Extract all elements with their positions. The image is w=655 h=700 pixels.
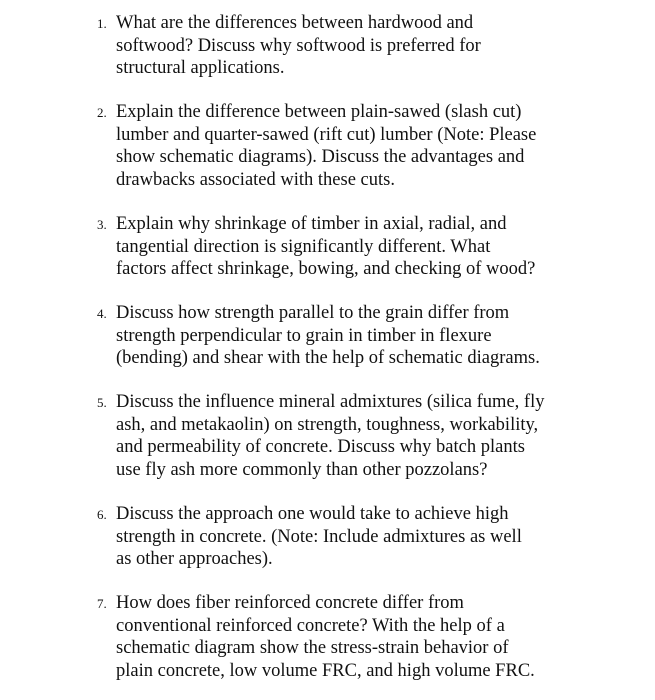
- question-number: 1.: [97, 16, 107, 31]
- question-number: 5.: [97, 395, 107, 411]
- question-line: Discuss the approach one would take to achieve high: [116, 504, 509, 525]
- question-line: and permeability of concrete. Discuss why batch plants: [116, 437, 525, 458]
- question-line: How does fiber reinforced concrete differ from: [116, 593, 464, 614]
- question-5: [97, 391, 642, 481]
- question-line: plain concrete, low volume FRC, and high volume FRC.: [116, 661, 535, 681]
- question-text: [116, 391, 642, 481]
- question-line: softwood? Discuss why softwood is preferred for: [116, 35, 481, 56]
- question-text: [116, 503, 642, 571]
- question-line: What are the differences between hardwood and: [116, 13, 474, 33]
- question-line: (bending) and shear with the help of schematic diagrams.: [116, 348, 540, 369]
- question-line: Explain the difference between plain-sawed (slash cut): [116, 102, 522, 123]
- question-number: 6.: [97, 507, 107, 523]
- question-7: [97, 592, 642, 682]
- question-line: Explain why shrinkage of timber in axial, radial, and: [116, 213, 507, 234]
- question-number: 3.: [97, 216, 107, 232]
- question-line: factors affect shrinkage, bowing, and checking of wood?: [116, 259, 536, 280]
- question-2: [97, 101, 642, 191]
- question-6: [97, 503, 642, 571]
- question-line: use fly ash more commonly than other pozzolans?: [116, 460, 488, 481]
- question-text: [116, 592, 642, 682]
- question-text: [116, 12, 642, 80]
- question-text: [116, 213, 642, 281]
- question-line: strength perpendicular to grain in timber in flexure: [116, 325, 492, 346]
- question-line: show schematic diagrams). Discuss the advantages and: [116, 147, 525, 168]
- question-line: lumber and quarter-sawed (rift cut) lumber (Note: Please: [116, 124, 537, 145]
- question-line: drawbacks associated with these cuts.: [116, 169, 395, 190]
- question-line: Discuss how strength parallel to the grain differ from: [116, 303, 510, 324]
- question-1: [97, 12, 642, 80]
- question-number: 2.: [97, 105, 107, 121]
- question-4: [97, 302, 642, 370]
- question-number: 7.: [97, 596, 107, 612]
- question-line: ash, and metakaolin) on strength, toughness, workability,: [116, 414, 539, 435]
- question-line: schematic diagram show the stress-strain behavior of: [116, 638, 509, 659]
- question-line: tangential direction is significantly different. What: [116, 236, 491, 257]
- question-line: conventional reinforced concrete? With the help of a: [116, 615, 505, 636]
- question-number: 4.: [97, 306, 107, 322]
- question-line: strength in concrete. (Note: Include admixtures as well: [116, 526, 522, 547]
- question-text: [116, 101, 642, 191]
- question-list: [97, 12, 642, 683]
- question-line: Discuss the influence mineral admixtures (silica fume, fly: [116, 392, 545, 413]
- question-line: as other approaches).: [116, 549, 273, 570]
- question-line: structural applications.: [116, 58, 285, 79]
- question-3: [97, 213, 642, 281]
- question-text: [116, 302, 642, 370]
